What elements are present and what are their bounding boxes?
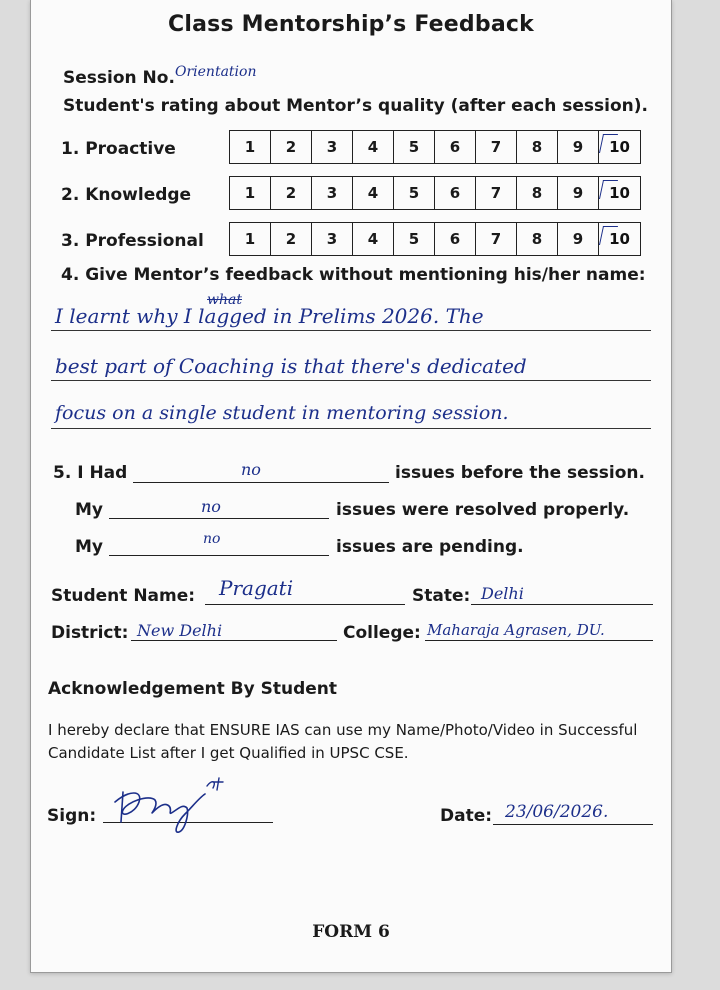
issues-line1-blank	[133, 482, 389, 483]
college-label: College:	[343, 623, 421, 643]
issues-line2-prefix: My	[75, 500, 103, 520]
rating-option[interactable]: 3	[312, 223, 353, 255]
date-blank	[493, 824, 653, 825]
rating-option[interactable]: 5	[394, 223, 435, 255]
rating-option[interactable]: 5	[394, 177, 435, 209]
rating-option[interactable]: 1	[230, 223, 271, 255]
feedback-rule	[51, 380, 651, 381]
issues-line1-value[interactable]: no	[241, 460, 261, 479]
district-blank	[131, 640, 337, 641]
rating-option[interactable]: 7	[476, 223, 517, 255]
rating-option[interactable]: 9	[558, 223, 599, 255]
feedback-rule	[51, 428, 651, 429]
sign-label: Sign:	[47, 806, 97, 826]
form-number: FORM 6	[312, 922, 390, 942]
rating-option-selected[interactable]	[599, 177, 640, 209]
rating-option[interactable]: 2	[271, 223, 312, 255]
rating-option[interactable]: 8	[517, 223, 558, 255]
session-label: Session No.	[63, 68, 175, 88]
rating-option[interactable]: 1	[230, 131, 271, 163]
signature-image[interactable]	[109, 772, 239, 842]
issues-line2-suffix: issues were resolved properly.	[336, 500, 630, 520]
college-blank	[425, 640, 653, 641]
feedback-line-1[interactable]: I learnt why I lagged in Prelims 2026. The	[55, 304, 484, 328]
session-value[interactable]: Orientation	[175, 64, 257, 80]
ack-text-line-1: I hereby declare that ENSURE IAS can use my Name/Photo/Video in Successful	[48, 721, 638, 739]
issues-line1-suffix: issues before the session.	[395, 463, 645, 483]
district-value[interactable]: New Delhi	[137, 621, 223, 640]
rating-option-selected[interactable]	[599, 223, 640, 255]
issues-line2-blank	[109, 518, 329, 519]
rating-option[interactable]: 3	[312, 131, 353, 163]
state-value[interactable]: Delhi	[481, 584, 524, 603]
state-label: State:	[412, 586, 471, 606]
feedback-line-2[interactable]: best part of Coaching is that there's dedicated	[55, 354, 527, 378]
rating-option[interactable]: 6	[435, 223, 476, 255]
selected-value: 10	[609, 138, 630, 156]
rating-scale-knowledge	[229, 176, 641, 210]
feedback-rule	[51, 330, 651, 331]
student-name-value[interactable]: Pragati	[219, 576, 294, 600]
rating-scale-professional	[229, 222, 641, 256]
rating-option[interactable]: 7	[476, 177, 517, 209]
rating-label-knowledge: 2. Knowledge	[61, 185, 192, 205]
state-blank	[471, 604, 653, 605]
rating-label-proactive: 1. Proactive	[61, 139, 176, 159]
rating-scale-proactive	[229, 130, 641, 164]
rating-option[interactable]: 8	[517, 131, 558, 163]
issues-line2-value[interactable]: no	[201, 497, 221, 516]
rating-option[interactable]: 6	[435, 177, 476, 209]
feedback-prompt: 4. Give Mentor’s feedback without mentioning his/her name:	[61, 265, 646, 285]
rating-option[interactable]: 4	[353, 131, 394, 163]
feedback-form-sheet	[30, 0, 672, 973]
selected-value: 10	[609, 184, 630, 202]
rating-intro: Student's rating about Mentor’s quality (after each session).	[63, 96, 648, 116]
rating-option[interactable]: 8	[517, 177, 558, 209]
issues-line3-value[interactable]: no	[203, 531, 221, 547]
student-name-label: Student Name:	[51, 586, 196, 606]
form-title: Class Mentorship’s Feedback	[168, 12, 534, 37]
issues-line3-blank	[109, 555, 329, 556]
issues-line3-suffix: issues are pending.	[336, 537, 524, 557]
student-name-blank	[205, 604, 405, 605]
feedback-correction: what	[207, 292, 242, 308]
rating-option[interactable]: 3	[312, 177, 353, 209]
rating-option[interactable]: 4	[353, 223, 394, 255]
issues-line3-prefix: My	[75, 537, 103, 557]
rating-option[interactable]: 1	[230, 177, 271, 209]
rating-option[interactable]: 2	[271, 177, 312, 209]
rating-option[interactable]: 9	[558, 131, 599, 163]
date-label: Date:	[440, 806, 493, 826]
rating-label-professional: 3. Professional	[61, 231, 204, 251]
rating-option[interactable]: 4	[353, 177, 394, 209]
rating-option[interactable]: 9	[558, 177, 599, 209]
ack-heading: Acknowledgement By Student	[48, 679, 337, 699]
rating-option[interactable]: 5	[394, 131, 435, 163]
feedback-line-3[interactable]: focus on a single student in mentoring session.	[55, 402, 509, 424]
ack-text-line-2: Candidate List after I get Qualified in UPSC CSE.	[48, 744, 409, 762]
date-value[interactable]: 23/06/2026.	[505, 802, 609, 822]
selected-value: 10	[609, 230, 630, 248]
rating-option[interactable]: 2	[271, 131, 312, 163]
college-value[interactable]: Maharaja Agrasen, DU.	[427, 621, 605, 639]
rating-option[interactable]: 7	[476, 131, 517, 163]
issues-line1-prefix: 5. I Had	[53, 463, 128, 483]
rating-option[interactable]: 6	[435, 131, 476, 163]
rating-option-selected[interactable]	[599, 131, 640, 163]
district-label: District:	[51, 623, 129, 643]
